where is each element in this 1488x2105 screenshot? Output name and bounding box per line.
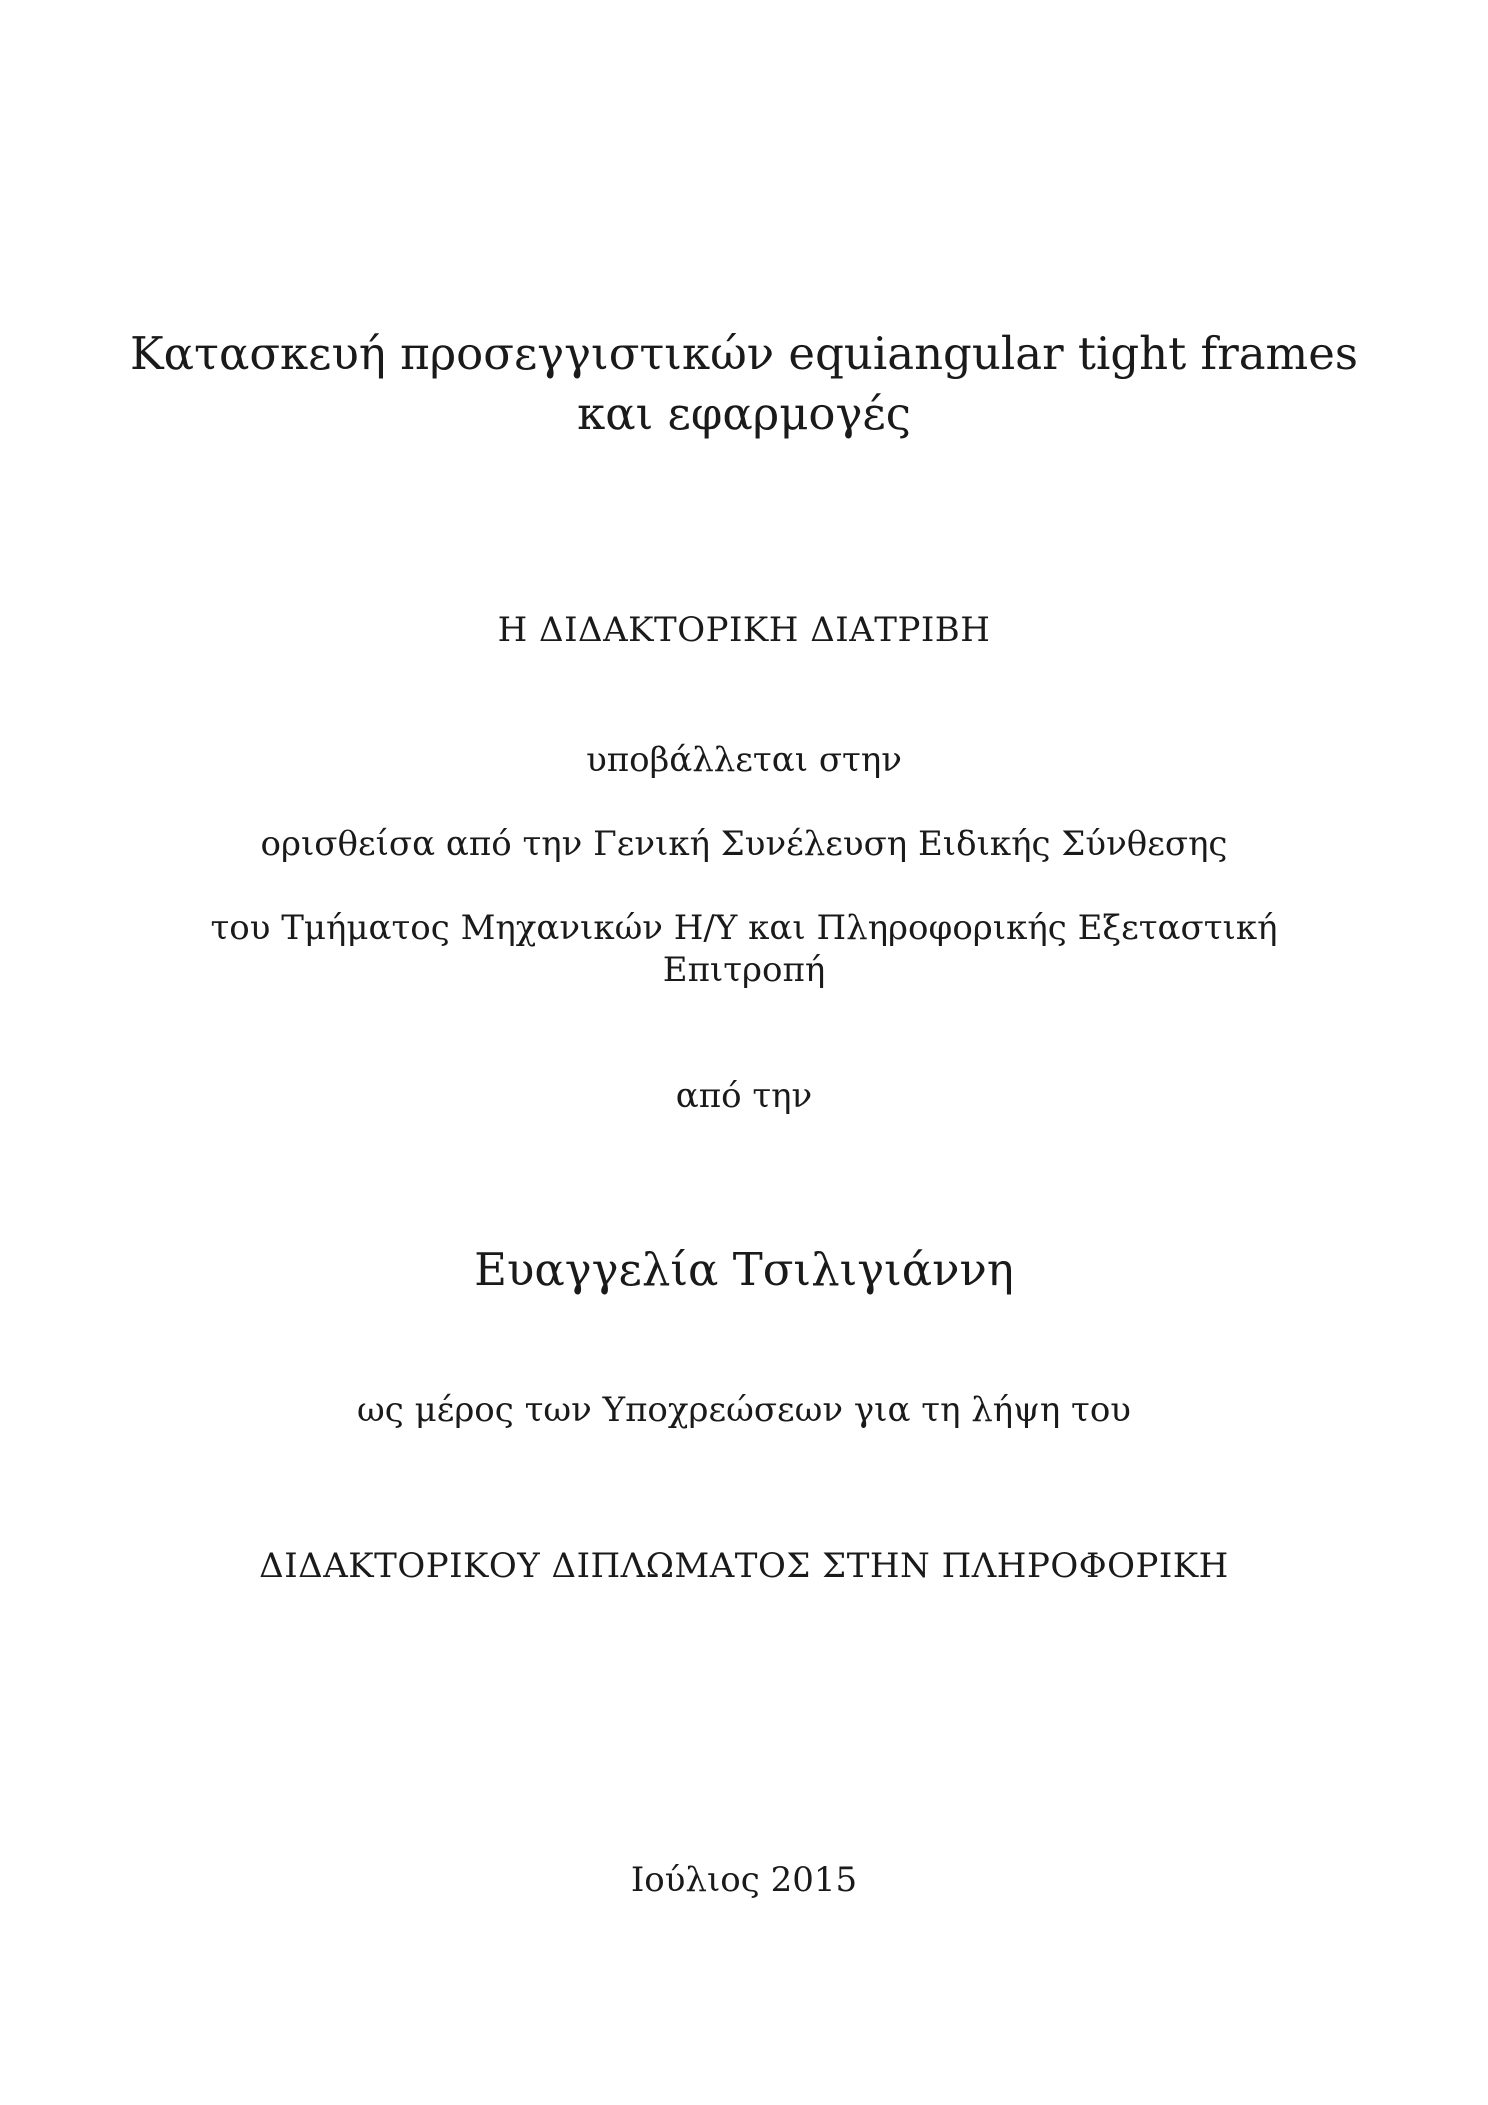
thesis-title-line1: Κατασκευή προσεγγιστικών equiangular tight frames: [130, 327, 1358, 380]
degree-title: ΔΙΔΑΚΤΟΡΙΚΟΥ ΔΙΠΛΩΜΑΤΟΣ ΣΤΗΝ ΠΛΗΡΟΦΟΡΙΚΗ: [259, 1546, 1229, 1586]
assembly-text: ορισθείσα από την Γενική Συνέλευση Ειδικής Σύνθεσης: [260, 824, 1228, 864]
purpose-text: ως μέρος των Υποχρεώσεων για τη λήψη του: [357, 1390, 1131, 1430]
department-text-line2: Επιτροπή: [662, 950, 826, 990]
from-text: από την: [675, 1076, 813, 1116]
author-name: Ευαγγελία Τσιλιγιάννη: [474, 1243, 1014, 1296]
thesis-label: Η ΔΙΔΑΚΤΟΡΙΚΗ ΔΙΑΤΡΙΒΗ: [497, 610, 991, 650]
department-text-line1: του Τμήματος Μηχανικών Η/Υ και Πληροφορικής Εξεταστική: [210, 908, 1278, 948]
submitted-to-text: υποβάλλεται στην: [586, 740, 902, 780]
thesis-title-line2: και εφαρμογές: [577, 387, 911, 440]
submission-date: Ιούλιος 2015: [630, 1860, 858, 1900]
